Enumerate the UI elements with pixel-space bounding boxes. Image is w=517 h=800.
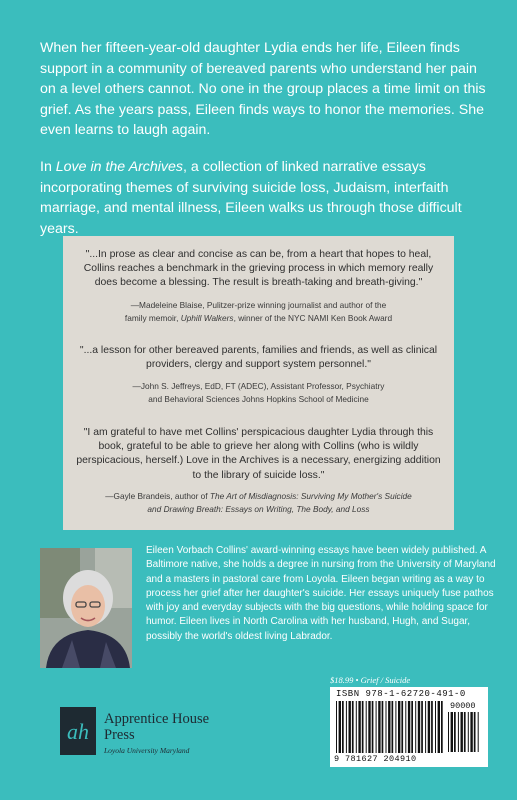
isbn-barcode: [330, 687, 488, 767]
barcode-bar: [388, 701, 390, 753]
barcode-bar: [458, 712, 459, 752]
barcode-bar: [401, 701, 403, 753]
praise-panel: [63, 236, 454, 530]
barcode-bar: [408, 701, 410, 753]
barcode-bar: [464, 712, 466, 752]
barcode-bar: [474, 712, 476, 752]
barcode-bar: [428, 701, 430, 753]
barcode-bar: [392, 701, 394, 753]
book-title: Love in the Archives: [55, 159, 184, 175]
barcode-bar: [470, 712, 472, 752]
blurb-attribution-2: [73, 380, 444, 405]
barcode-bar: [425, 701, 426, 753]
barcode-bar: [382, 701, 384, 753]
barcode-bar: [438, 701, 440, 753]
blurb-attribution-1: [73, 299, 444, 324]
barcode-bar: [454, 712, 456, 752]
barcode-bar: [346, 701, 347, 753]
barcode-bar: [451, 712, 453, 752]
blurb-attribution-3-book-1: The Art of Misdiagnosis: Surviving My Mother's Suicide: [209, 491, 412, 501]
barcode-bar: [336, 701, 337, 753]
barcode-bar: [461, 712, 463, 752]
barcode-bar: [386, 701, 387, 753]
barcode-bar: [418, 701, 420, 753]
barcode-bar: [366, 701, 367, 753]
barcode-bar: [435, 701, 436, 753]
publisher-logo-icon: [58, 705, 98, 757]
barcode-addon-bars: [448, 712, 482, 752]
barcode-bar: [358, 701, 360, 753]
barcode-bar: [372, 701, 374, 753]
barcode-bar: [411, 701, 413, 753]
barcode-bar: [421, 701, 423, 753]
blurb-quote-1: "...In prose as clear and concise as can be, from a heart that hopes to heal, Collins reaches a benchmark in the grieving process in which memory really does become a blessing. The result is breath-taking and breath-giving.": [83, 249, 434, 289]
barcode-bar: [356, 701, 357, 753]
blurb-attribution-3: [73, 490, 444, 515]
blurb-attribution-1-line-a: —Madeleine Blaise, Pulitzer-prize winning journalist and author of the: [130, 300, 387, 310]
barcode-bar: [368, 701, 370, 753]
barcode-bar: [362, 701, 364, 753]
barcode-bar: [395, 701, 396, 753]
barcode-bar: [431, 701, 433, 753]
author-bio: Eileen Vorbach Collins' award-winning essays have been widely published. A Baltimore native, she holds a degree in nursing from the University of Maryland and a masters in pastoral care from Loyola. Eileen began writing as a way to process her grief after her daughter's suicide. Her essays uniquely fuse pathos with joy and everyday subjects with the big questions, while holding space for humor. Eileen lives in North Carolina with her husband, Hugh, and Sugar, possibly the world's oldest living Labrador.: [146, 545, 496, 642]
blurb-attribution-1-book: Uphill Walkers: [180, 312, 234, 323]
blurb-quote-2: "...a lesson for other bereaved parents, families and friends, as well as clinical providers, clergy and support system personnel.": [79, 345, 438, 371]
blurb-attribution-1-line-c: , winner of the NYC NAMI Ken Book Award: [233, 312, 393, 323]
publisher-university: Loyola University Maryland: [104, 746, 190, 755]
barcode-bars: [336, 701, 444, 753]
barcode-bar: [448, 712, 449, 752]
barcode-bar: [376, 701, 377, 753]
barcode-bar: [339, 701, 341, 753]
publisher-name: Apprentice House Press: [104, 711, 210, 743]
barcode-bar: [349, 701, 351, 753]
barcode-bar: [352, 701, 354, 753]
barcode-bar: [441, 701, 443, 753]
price-category: $18.99 • Grief / Suicide: [330, 675, 411, 685]
description-paragraph-1: When her fifteen-year-old daughter Lydia ends her life, Eileen finds support in a community of bereaved parents who understand her pain on a level others cannot. No one in the group places a time limit on this grief. As the years pass, Eileen finds ways to honor the memories. She even learns to laugh again.: [40, 40, 486, 138]
barcode-bar: [415, 701, 416, 753]
blurb-attribution-2-line-a: —John S. Jeffreys, EdD, FT (ADEC), Assistant Professor, Psychiatry: [132, 381, 385, 391]
barcode-bar: [342, 701, 344, 753]
blurb-attribution-3-line-a: —Gayle Brandeis, author of: [105, 491, 210, 501]
barcode-bar: [378, 701, 380, 753]
barcode-digits: 9 781627 204910: [334, 754, 417, 764]
author-portrait-graphic: [40, 548, 132, 668]
blurb-quote-3: "I am grateful to have met Collins' perspicacious daughter Lydia through this book, grateful to be able to grieve her along with Collins (who is wildly perspicacious, herself.) Love in the Archives is a necessary, energizing addition to the library of suicide loss.": [76, 427, 441, 481]
isbn-label: ISBN 978-1-62720-491-0: [336, 689, 466, 699]
publisher-logo-letters: ah: [67, 719, 89, 744]
author-photo: [40, 548, 132, 668]
description-p2-end: , a collection of linked narrative essays incorporating themes of surviving suicide loss, Judaism, interfaith marriage, and mental illness, Eileen walks us through those difficult years.: [40, 159, 462, 237]
description-paragraph-2: [40, 157, 490, 239]
barcode-bar: [398, 701, 400, 753]
barcode-bar: [468, 712, 469, 752]
blurb-attribution-3-book-2: and Drawing Breath: Essays on Writing, The Body, and Loss: [147, 503, 370, 514]
barcode-bar: [405, 701, 406, 753]
blurb-attribution-2-line-b: and Behavioral Sciences Johns Hopkins School of Medicine: [148, 393, 369, 404]
barcode-bar: [478, 712, 479, 752]
description-p2-start: In: [40, 159, 56, 175]
barcode-addon-digits: 90000: [450, 701, 476, 711]
blurb-attribution-1-line-b: family memoir,: [124, 312, 181, 323]
